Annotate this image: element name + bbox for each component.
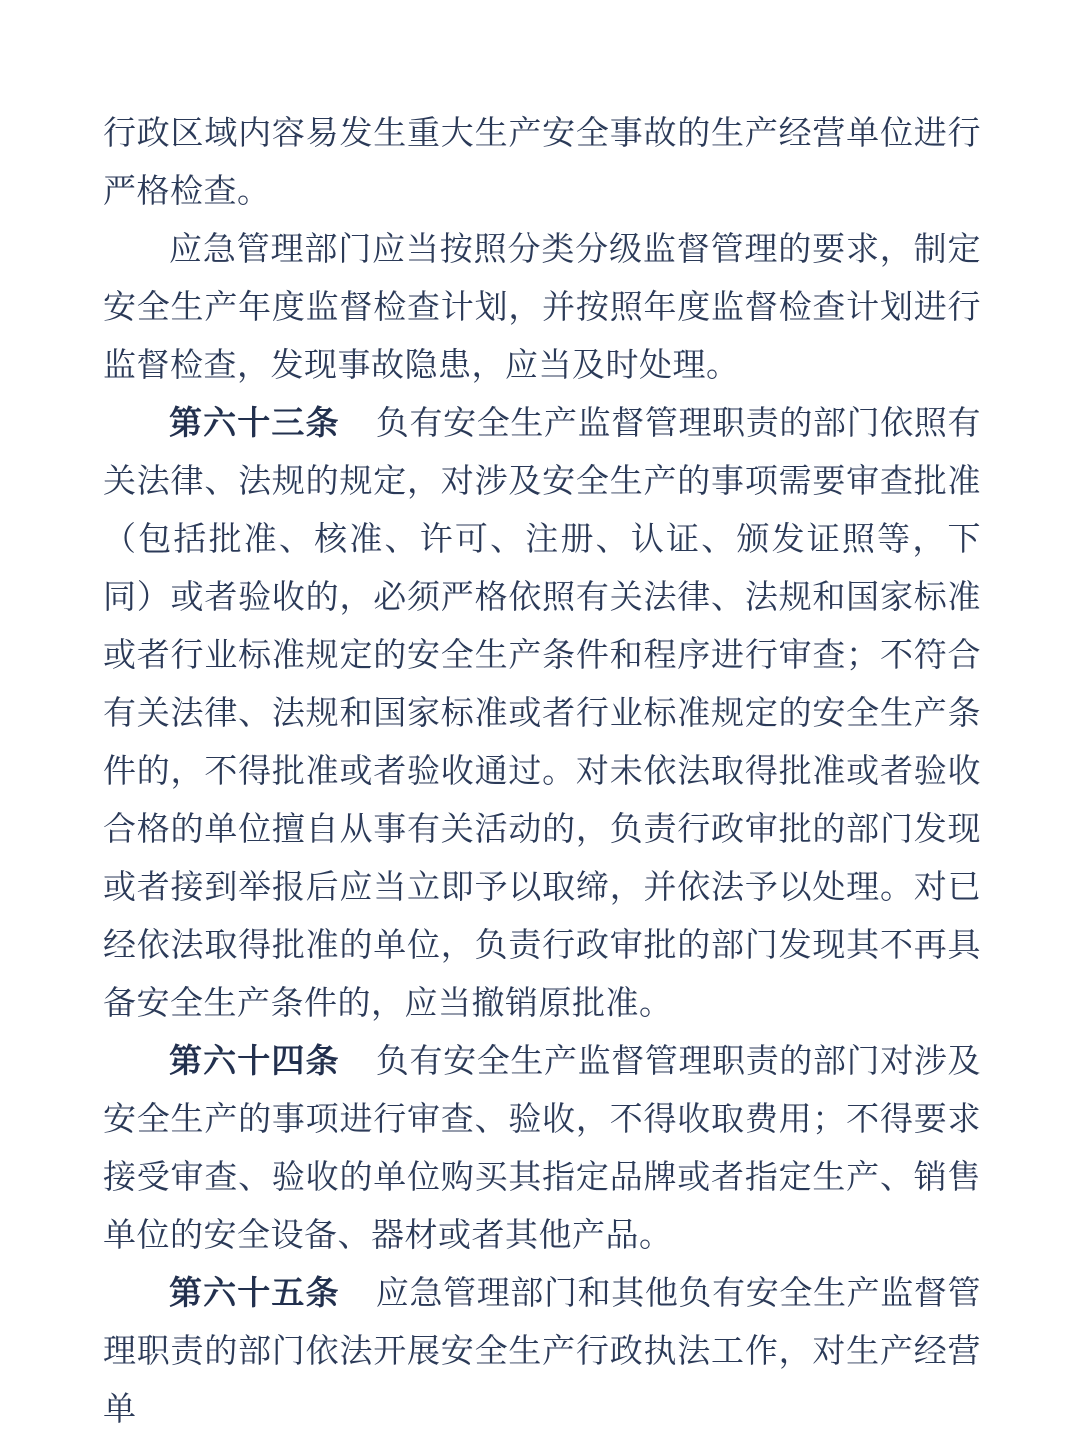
paragraph-article-64 bbox=[103, 1032, 981, 1264]
paragraph-continuation bbox=[103, 104, 981, 220]
article-number-64: 第六十四条 bbox=[169, 1041, 340, 1080]
article-number-65: 第六十五条 bbox=[169, 1273, 340, 1312]
paragraph-text: 应急管理部门应当按照分类分级监督管理的要求，制定安全生产年度监督检查计划，并按照年度监督检查计划进行监督检查，发现事故隐患，应当及时处理。 bbox=[103, 229, 981, 384]
paragraph-text: 行政区域内容易发生重大生产安全事故的生产经营单位进行严格检查。 bbox=[103, 113, 981, 210]
paragraph-text: 负有安全生产监督管理职责的部门对涉及安全生产的事项进行审查、验收，不得收取费用；不得要求接受审查、验收的单位购买其指定品牌或者指定生产、销售单位的安全设备、器材或者其他产品。 bbox=[103, 1041, 982, 1254]
paragraph-text: 应急管理部门和其他负有安全生产监督管理职责的部门依法开展安全生产行政执法工作，对生产经营单 bbox=[103, 1273, 982, 1428]
page-content bbox=[103, 104, 981, 1437]
paragraph-article-65 bbox=[103, 1264, 981, 1437]
paragraph-article-63 bbox=[103, 394, 981, 1032]
paragraph-text: 负有安全生产监督管理职责的部门依照有关法律、法规的规定，对涉及安全生产的事项需要审查批准（包括批准、核准、许可、注册、认证、颁发证照等，下同）或者验收的，必须严格依照有关法律、法规和国家标准或者行业标准规定的安全生产条件和程序进行审查；不符合有关法律、法规和国家标准或者行业标准规定的安全生产条件的，不得批准或者验收通过。对未依法取得批准或者验收合格的单位擅自从事有关活动的，负责行政审批的部门发现或者接到举报后应当立即予以取缔，并依法予以处理。对已经依法取得批准的单位，负责行政审批的部门发现其不再具备安全生产条件的，应当撤销原批准。 bbox=[103, 403, 982, 1022]
paragraph bbox=[103, 220, 981, 394]
article-number-63: 第六十三条 bbox=[169, 403, 340, 442]
